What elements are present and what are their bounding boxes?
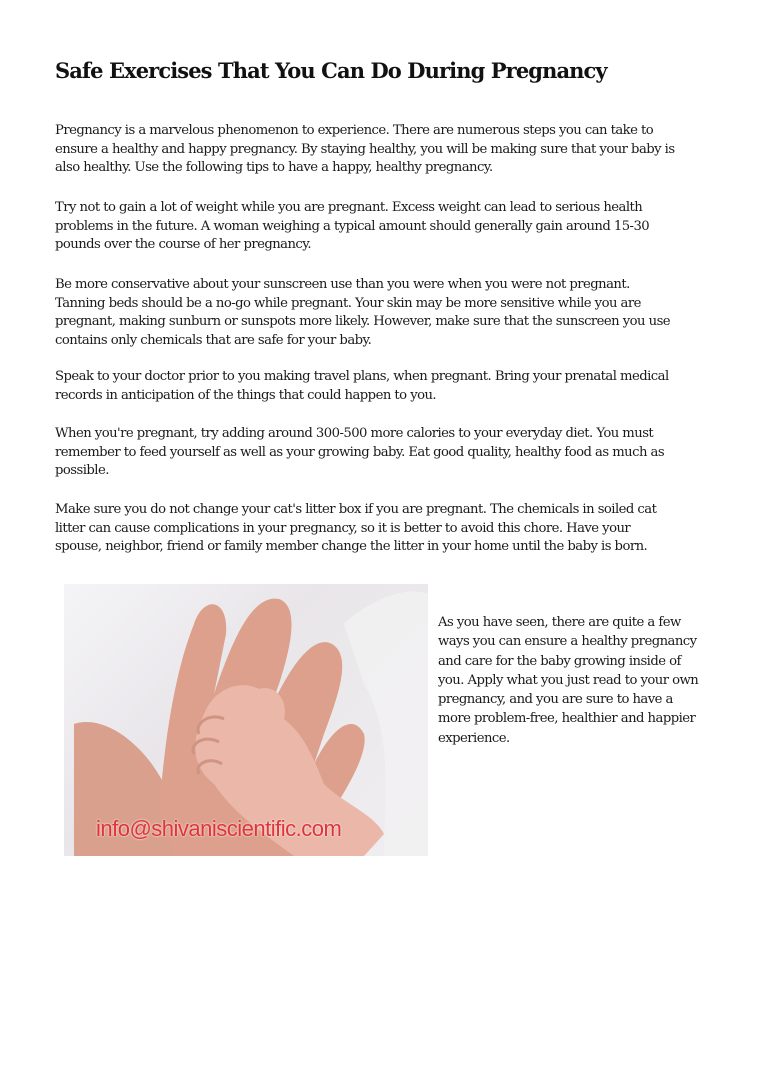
text-line: records in anticipation of the things that could happen to you.	[55, 387, 437, 403]
text-line: ways you can ensure a healthy pregnancy	[438, 634, 697, 650]
text-line: also healthy. Use the following tips to have a happy, healthy pregnancy.	[55, 160, 493, 176]
text-line: remember to feed yourself as well as your growing baby. Eat good quality, healthy food as much as	[55, 444, 665, 460]
text-line: pounds over the course of her pregnancy.	[55, 237, 312, 253]
paragraph-travel	[55, 368, 669, 405]
text-line: you. Apply what you just read to your own	[438, 672, 699, 688]
text-line: Pregnancy is a marvelous phenomenon to experience. There are numerous steps you can take to	[55, 123, 654, 138]
paragraph-sunscreen	[55, 276, 670, 350]
text-line: more problem-free, healthier and happier	[438, 711, 696, 727]
text-line: problems in the future. A woman weighing a typical amount should generally gain around 15-30	[55, 218, 650, 234]
text-line: pregnant, making sunburn or sunspots more likely. However, make sure that the sunscreen you use	[55, 314, 671, 330]
conclusion-text	[438, 613, 698, 748]
text-line: Speak to your doctor prior to you making travel plans, when pregnant. Bring your prenatal medical	[55, 369, 669, 384]
text-line: Make sure you do not change your cat's litter box if you are pregnant. The chemicals in soiled cat	[55, 502, 657, 517]
paragraph-weight	[55, 199, 649, 255]
text-line: Be more conservative about your sunscreen use than you were when you were not pregnant.	[55, 277, 630, 292]
text-line: When you're pregnant, try adding around 300-500 more calories to your everyday diet. You must	[55, 426, 654, 441]
text-line: litter can cause complications in your pregnancy, so it is better to avoid this chore. Have your	[55, 520, 631, 536]
text-line: pregnancy, and you are sure to have a	[438, 692, 673, 708]
page-title: Safe Exercises That You Can Do During Pregnancy	[55, 58, 607, 83]
text-line: Tanning beds should be a no-go while pregnant. Your skin may be more sensitive while you are	[55, 295, 641, 311]
paragraph-intro	[55, 122, 675, 178]
text-line: As you have seen, there are quite a few	[438, 615, 681, 630]
baby-hand-photo	[64, 584, 428, 856]
text-line: and care for the baby growing inside of	[438, 653, 681, 669]
text-line: experience.	[438, 730, 510, 746]
text-line: possible.	[55, 463, 109, 479]
text-line: spouse, neighbor, friend or family member change the litter in your home until the baby is born.	[55, 539, 648, 555]
watermark-text: info@shivaniscientific.com	[96, 816, 342, 841]
text-line: ensure a healthy and happy pregnancy. By staying healthy, you will be making sure that your baby is	[55, 141, 675, 157]
text-line: Try not to gain a lot of weight while you are pregnant. Excess weight can lead to serious health	[55, 200, 643, 215]
paragraph-litter	[55, 501, 656, 557]
paragraph-calories	[55, 425, 664, 481]
text-line: contains only chemicals that are safe for your baby.	[55, 332, 372, 348]
